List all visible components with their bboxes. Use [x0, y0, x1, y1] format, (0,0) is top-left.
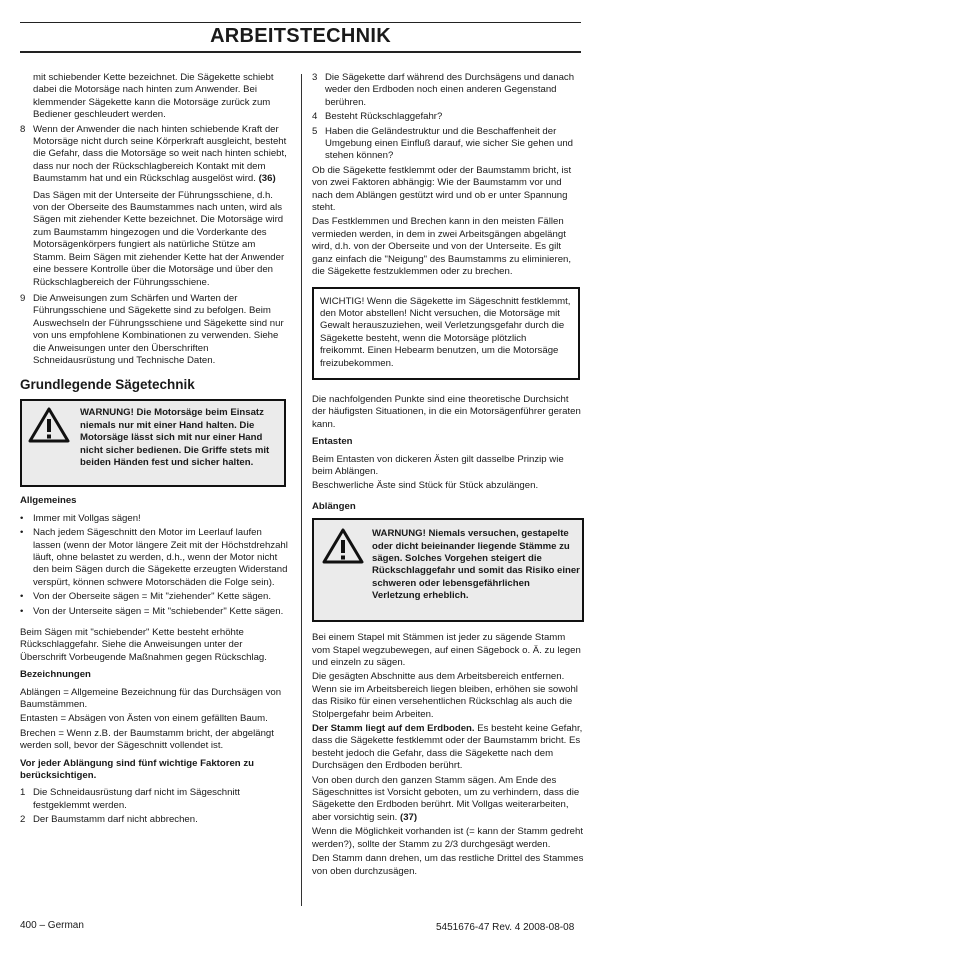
bold-lead: Der Stamm liegt auf dem Erdboden. — [312, 723, 475, 735]
list-item-text: Die Sägekette darf während des Durchsägens und danach weder den Erdboden noch einen anderen Gegenstand berühren. — [325, 72, 575, 108]
list-item-8 — [20, 124, 290, 186]
left-column — [20, 72, 290, 829]
paragraph: Wenn die Möglichkeit vorhanden ist (= kann der Stamm gedreht werden?), sollte der Stamm zu 2/3 durchgesägt werden. — [312, 826, 583, 850]
bullet-item: • Nach jedem Sägeschnitt den Motor im Leerlauf laufen lassen (wenn der Motor längere Zeit mit der Höchstdrehzahl läuft, ohne belastet zu werden, d.h., wenn der Motor nicht den beim Sägen durch die Sägekette erzeugten Widerstand verspürt, können schwere Motorschäden die Folge sein). — [20, 527, 288, 588]
paragraph: Den Stamm dann drehen, um das restliche Drittel des Stammes von oben durchzusägen. — [312, 853, 584, 877]
list-item-text: Der Baumstamm darf nicht abbrechen. — [33, 814, 198, 826]
figure-reference: (37) — [400, 811, 418, 823]
warning-box — [20, 399, 286, 487]
bullet-item: • Immer mit Vollgas sägen! — [20, 512, 141, 524]
list-number: 5 — [312, 125, 318, 137]
list-item-9 — [20, 293, 290, 367]
document-reference: 5451676-47 Rev. 4 2008-08-08 — [436, 922, 575, 933]
right-column — [312, 72, 584, 880]
bullet-text: Von der Unterseite sägen = Mit "schiebender" Kette sägen. — [33, 605, 284, 617]
paragraph: Beim Entasten von dickeren Ästen gilt dasselbe Prinzip wie beim Ablängen. — [312, 453, 564, 477]
important-note-text: WICHTIG! Wenn die Sägekette im Sägeschnitt festklemmt, den Motor abstellen! Nicht versuchen, die Motorsäge mit Gewalt herauszuziehen, weil Verletzungsgefahr durch die Sägekette besteht, wenn die Motorsäge plötzlich freikommt. Einen Hebearm benutzen, um die Motorsäge freizubekommen. — [320, 295, 571, 369]
section-heading: Grundlegende Sägetechnik — [20, 377, 195, 393]
bullet-item: • Von der Oberseite sägen = Mit "ziehender" Kette sägen. — [20, 591, 272, 603]
bezeichnungen-heading: Bezeichnungen — [20, 669, 91, 681]
warning-text: WARNUNG! Niemals versuchen, gestapelte oder dicht beieinander liegende Stämme zu sägen. Solches Vorgehen steigert die Rückschlaggefahr und somit das Risiko einer schweren oder lebensgefährlichen Verletzung erheblich. — [372, 528, 580, 602]
list-number: 3 — [312, 72, 318, 83]
entasten-heading: Entasten — [312, 436, 353, 448]
factor-item — [20, 787, 290, 812]
bullet-text: Immer mit Vollgas sägen! — [33, 512, 141, 524]
warning-box — [312, 518, 584, 622]
pushing-chain-paragraph: Beim Sägen mit "schiebender" Kette besteht erhöhte Rückschlaggefahr. Siehe die Anweisungen unter der Überschrift Vorbeugende Maßnahmen gegen Rückschlag. — [20, 627, 267, 663]
figure-reference: (36) — [258, 173, 276, 185]
list-item-text: Wenn der Anwender die nach hinten schiebende Kraft der Motorsäge nicht durch seine Körperkraft ausgleicht, besteht die Gefahr, dass die Motorsäge so weit nach hinten schiebt, dass nur noch der Rückschlagbereich Kontakt mit dem Baumstamm hat und ein Rückschlag ausgelöst wird. — [33, 123, 287, 185]
list-number: 1 — [20, 787, 26, 799]
factors-heading: Vor jeder Ablängung sind fünf wichtige Faktoren zu berücksichtigen. — [20, 757, 254, 782]
warning-text: WARNUNG! Die Motorsäge beim Einsatz niemals nur mit einer Hand halten. Die Motorsäge lässt sich mit nur einer Hand nicht sicher bedienen. Die Griffe stets mit beiden Händen fest und sicher halten. — [80, 407, 270, 468]
paragraph — [312, 723, 584, 773]
list-number: 4 — [312, 111, 318, 123]
bullet-text: Von der Oberseite sägen = Mit "ziehender" Kette sägen. — [33, 591, 272, 603]
definition-ablaengen: Ablängen = Allgemeine Bezeichnung für das Durchsägen von Baumstämmen. — [20, 686, 282, 711]
pulling-chain-paragraph: Das Sägen mit der Unterseite der Führungsschiene, d.h. von der Oberseite des Baumstammes nach unten, wird als Sägen mit ziehender Kette bezeichnet. Die Motorsäge wird zum Baumstamm hingezogen und die Vorderkante des Motorsägenkörpers fungiert als natürliche Stütze am Stamm. Beim Sägen mit ziehender Kette hat der Anwender eine bessere Kontrolle über die Motorsäge und über den Rückschlagbereich der Führungsschiene. — [33, 189, 285, 288]
list-number: 9 — [20, 292, 26, 304]
header-rule-top — [20, 22, 581, 23]
header-rule-bottom — [20, 51, 581, 53]
page-number: 400 – German — [20, 920, 84, 931]
important-note-box — [312, 287, 580, 380]
warning-triangle-icon — [28, 407, 70, 443]
list-item-text: Besteht Rückschlaggefahr? — [325, 111, 443, 123]
list-item-text: Die Anweisungen zum Schärfen und Warten der Führungsschiene und Sägekette sind zu befolgen. Beim Auswechseln der Führungsschiene und Sägekette sind nur von uns empfohlene Kombinationen zu verwenden. Siehe die Anweisungen unter den Überschriften Schneidausrüstung und Technische Daten. — [33, 292, 284, 366]
factor-item — [20, 814, 290, 826]
paragraph-text: Es besteht keine Gefahr, dass die Sägekette festklemmt oder der Baumstamm bricht. Es besteht jedoch die Gefahr, dass die Sägekette nach dem Durchsägen den Erdboden berührt. — [312, 723, 583, 772]
paragraph: Die gesägten Abschnitte aus dem Arbeitsbereich entfernen. Wenn sie im Arbeitsbereich liegen bleiben, erhöhen sie sowohl das Risiko für einen versehentlichen Rückschlag als auch die Stolpergefahr beim Arbeiten. — [312, 671, 578, 720]
bullet-text: Nach jedem Sägeschnitt den Motor im Leerlauf laufen lassen (wenn der Motor längere Zeit mit der Höchstdrehzahl läuft, ohne belastet zu werden, d.h., wenn der Motor nicht den beim Sägen durch die Sägekette erzeugten Widerstand verspürt, können schwere Motorschäden die Folge sein). — [33, 527, 288, 588]
allgemeines-heading: Allgemeines — [20, 495, 77, 507]
list-number: 2 — [20, 814, 26, 826]
factor-item — [312, 111, 584, 123]
intro-paragraph: mit schiebender Kette bezeichnet. Die Sägekette schiebt dabei die Motorsäge nach hinten zum Anwender. Bei klemmender Sägekette kann die Motorsäge zurück zum Bediener geschleudert werden. — [33, 72, 274, 121]
paragraph: Ob die Sägekette festklemmt oder der Baumstamm bricht, ist von zwei Faktoren abhängig: Wie der Baumstamm vor und nach dem Ablängen gestützt wird und ob er unter Spannung steht. — [312, 164, 572, 214]
factor-item — [312, 126, 584, 163]
definition-brechen: Brechen = Wenn z.B. der Baumstamm bricht, der abgelängt werden soll, bevor der Sägeschnitt vollendet ist. — [20, 727, 274, 752]
factor-item — [312, 72, 584, 109]
definition-entasten: Entasten = Absägen von Ästen von einem gefällten Baum. — [20, 713, 268, 725]
ablaengen-heading: Ablängen — [312, 500, 356, 512]
list-item-text: Die Schneidausrüstung darf nicht im Sägeschnitt festgeklemmt werden. — [33, 787, 240, 811]
bullet-item: • Von der Unterseite sägen = Mit "schiebender" Kette sägen. — [20, 605, 284, 617]
paragraph: Beschwerliche Äste sind Stück für Stück abzulängen. — [312, 480, 539, 492]
paragraph: Bei einem Stapel mit Stämmen ist jeder zu sägende Stamm vom Stapel wegzubewegen, auf einen Sägebock o. Ä. zu legen und einzeln zu sägen. — [312, 632, 581, 668]
list-item-text: Haben die Geländestruktur und die Beschaffenheit der Umgebung einen Einfluß darauf, wie sicher Sie gehen und stehen können? — [325, 125, 573, 162]
paragraph: Das Festklemmen und Brechen kann in den meisten Fällen vermieden werden, in dem in zwei Arbeitsgängen abgelängt wird, d.h. von der Oberseite und von der Unterseite. Es gilt ganz einfach die "Neigung" des Baumstamms zu eliminieren, die Sägekette festzuklemmen oder zu brechen. — [312, 216, 572, 278]
page-title: ARBEITSTECHNIK — [210, 25, 391, 47]
paragraph: Die nachfolgenden Punkte sind eine theoretische Durchsicht der häufigsten Situationen, in die ein Motorsägenführer geraten kann. — [312, 393, 581, 430]
list-number: 8 — [20, 123, 26, 135]
paragraph-text: Von oben durch den ganzen Stamm sägen. Am Ende des Sägeschnittes ist Vorsicht geboten, um zu verhindern, dass die Sägekette den Erdboden berührt. Mit Vollgas weiterarbeiten, aber vorsichtig sein. — [312, 774, 580, 823]
column-divider — [301, 74, 302, 906]
warning-triangle-icon — [322, 528, 364, 564]
paragraph — [312, 775, 584, 825]
